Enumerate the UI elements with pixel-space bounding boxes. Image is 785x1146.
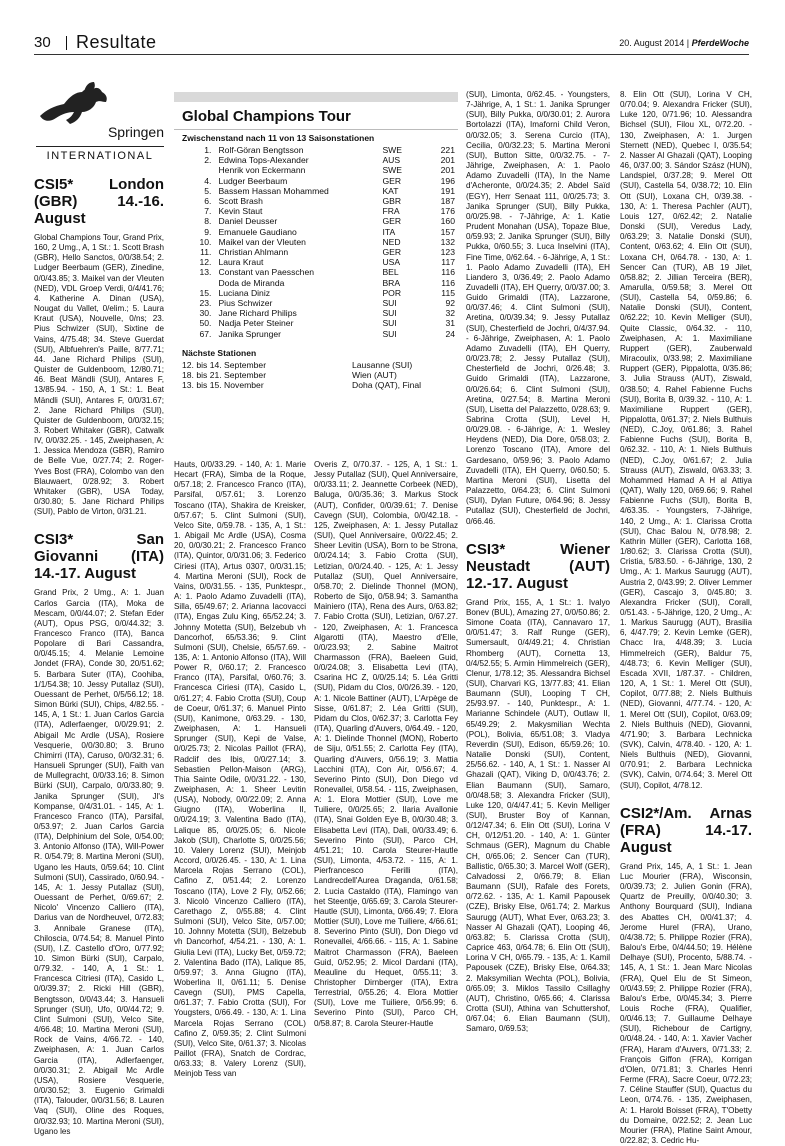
rider-name: Nadja Peter Steiner [218, 318, 294, 329]
results-wiener-neustadt: Grand Prix, 155, A, 1 St.: 1. Ivalyo Bonev (BUL), Amazing 27, 0/0/50.86; 2. Simone Coata (ITA), Cannavaro 17, 0/0/51.47; 3. Ralf Runge (GER), Sumersault, 0/4/49.21; 4. Christian Rhomberg (AUT), Cornetta 13, 0/4/52.55; 5. Armin Himmelreich (GER), Clenur, 1/78.12; 35. Alessandra Bichsel (SUI), Charvari KG, 13/77.83; 41. Elian Baumann (SUI), Looping T CH, 25/93.97. - 140, Punktespr., A: 1. Marianne Schindele (AUT), Outlaw II, 65/49.29; 2. Makysmilian Wechta (POL), Bolivia, 65/51.08; 3. Vladya Reverdin (SUI), Edison, 65/59.26; 10. Natalie Donski (SUI), Content, 25/56.62. - 140, A, 1 St.: 1. Nasser Al Ghazali (QAT), Viking D, 0/0/43.76; 2. Elian Baumann (SUI), Samaro, 0/0/48.58; 3. Alexandra Fricker (SUI), Luke 120, 0/4/47.41; 5. Kevin Melliger (SUI), Bruster Boy of Kannan, 0/12/47.34; 6. Elin Ott (SUI), Lorina V CH, 0/12/51.20. - 140, A: 1. Günter Schmaus (GER), Magnum du Chable CH, 0/65.06; 2. Sencer Can (TUR), Ballistic, 0/65.30; 3. Marcel Wolf (GER), Calvadossi 2, 0/66.79; 8. Elian Baumann (SUI), Rafale des Forets, 0/72.62. - 135, A: 1. Kamil Papousek (CZE), Brisky Else, 0/61.74; 2. Markus Saurugg (AUT), What Ever, 0/63.23; 3. Nasser Al Ghazali (QAT), Looping 46, 0/63.82; 5. Clarissa Crotta (SUI), Caprice 463, 0/64.78; 6. Elin Ott (SUI), Lorina V CH, 0/65.79. - 135, A: 1. Kamil Papousek (CZE), Brisky Else, 0/64.33; 2. Maksymilian Wechta (POL), Bolivia, 0/65.09; 3. Miklos Tassilo Csillaghy (AUT), Christino, 0/65.66; 4. Clarissa Crotta (SUI), Athina van Schuttershof, 0/67.04; 6. Elian Baumann (SUI), Samaro, 0/69.53; [466, 597, 610, 1034]
rank: 10. [199, 236, 212, 247]
station-place: Doha (QAT), Final [352, 380, 422, 391]
results-continued-4: (SUI), Limonta, 0/62.45. - Youngsters, 7-Jährige, A, 1 St.: 1. Janika Sprunger (SUI), Billy Pukka, 0/0/30.01; 2. Aurora Bortolazzi (ITA), Imaforni Child Veron, 0/0/32.05; 3. Serena Curcio (ITA), Cecilia, 0/0/32.23; 5. Martina Meroni (SUI), Button Sitte, 0/0/32.75. - 7-Jährige, Zweiphasen, A: 1. Paolo Adamo Zuvadelli (ITA), In the Name d'Acheronte, 0/0/24.35; 2. Abdel Saïd (EGY), Herr Senaat 111, 0/0/25.73; 3. Janika Sprunger (SUI), Billy Pukka, 0/0/25.98. - 7-Jährige, A: 1. Katie Prudent Monahan (USA), Topaze Blue, 0/59.93; 2. Janika Sprunger (SUI), Billy Pukka, 0/60.55; 3. Luca Inselvini (ITA), Fine Time, 0/62.64. - 6-Jährige, A, 1 St.: 1. Paolo Adamo Zuvadelli (ITA), EH Liandero 3, 0/36.49; 2. Paolo Adamo Zuvadelli (ITA), EH Querry, 0/0/37.00; 3. Guido Grimaldi (ITA), Lazzarone, 0/0/37.46; 4. Clint Sulmoni (SUI), Aretina, 0/0/39.34; 9. Jessy Putallaz (SUI), Chesterfield de Jochri, 0/4/37.94. - 6-Jährige, Zweiphasen, A: 1. Paolo Adamo Zuvadelli (ITA), EH Querry, 0/0/23.78; 2. Jessy Putallaz (SUI), Chesterfield de Jochri, 0/26.48; 3. Guido Grimaldi (ITA), Lazzarone, 0/0/26.64; 6. Clint Sulmoni (SUI), Aretina, 0/27.54; 8. Martina Meroni (SUI), Lisetta del Palazzetto, 0/28.63; 9. Sabrina Crotta (SUI), Level H, 0/0/29.08. - 6-Jährige, A: 1. Wesley Heydens (NED), Dia Dore, 0/58.03; 2. Lorenzo Toscano (ITA), Amore del Gardesano, 0/59.96; 3. Paolo Adamo Zuvadelli (ITA), EH Querry, 0/60.50; 5. Martina Meroni (SUI), Lisetta del Palazzetto, 0/64.23; 6. Clint Sulmoni (SUI), Dylan Future, 0/64.96; 8. Jessy Putallaz (SUI), Chesterfield de Jochri, 0/66.46. [466, 90, 610, 526]
rider-name: Henrik von Eckermann [218, 165, 306, 176]
gct-title: Global Champions Tour [174, 102, 458, 130]
rank: 13. [199, 267, 212, 278]
points: 116 [441, 267, 455, 278]
rider-name: Jane Richard Philips [218, 308, 297, 319]
nation: FRA [382, 206, 400, 217]
next-station-row [182, 360, 450, 370]
rank: 12. [199, 257, 212, 268]
standings-row [182, 145, 458, 155]
rank: 15. [199, 287, 212, 298]
points: 221 [440, 145, 455, 155]
station-dates: 13. bis 15. November [182, 380, 264, 391]
station-place: Lausanne (SUI) [352, 359, 413, 370]
heading-london: CSI5* London (GBR) 14.-16. August [34, 176, 164, 227]
standings-row [182, 165, 458, 175]
nation: NED [382, 236, 401, 247]
standings-row [182, 318, 458, 328]
gct-subtitle: Zwischenstand nach 11 von 13 Saisonstationen [182, 133, 375, 143]
rider-name: Doda de Miranda [218, 277, 285, 288]
nation: AUS [382, 155, 401, 166]
rank: 6. [204, 196, 212, 207]
nation: GER [382, 216, 402, 227]
points: 31 [445, 318, 455, 329]
points: 160 [440, 216, 455, 227]
rank: 5. [204, 185, 212, 196]
column-1 [34, 168, 165, 1136]
rank: 67. [199, 328, 212, 339]
station-place: Wien (AUT) [352, 370, 397, 381]
points: 157 [440, 226, 455, 237]
standings-row [182, 206, 458, 216]
logo-international: INTERNATIONAL [36, 146, 164, 162]
results-london: Global Champions Tour, Grand Prix, 160, 2 Umg., A, 1 St.: 1. Scott Brash (GBR), Hello Sanctos, 0/0/38.54; 2. Ludger Beerbaum (GER), Zinedine, 0/0/43.85; 3. Maikel van der Vleuten (NED), VDL Groep Verdi, 0/4/41.76; 4. Katherine A. Dinan (USA), Nougat du Vallet, 0/elim.; 5. Laura Kraut (USA), Nouvelle, 0/ns; 23. Pius Schwizer (SUI), Sixtine de Vains, 4/75.48; 34. Steve Guerdat (SUI), Albfuehren's Paille, 8/77.71; 44. Jane Richard Philips (SUI), Quister de Guldenboom, 12/80.71; 46. Beat Mändli (SUI), Antares F, 13/85.94. - 150, A, 1 St.: 1. Beat Mändli (SUI), Antares F, 0/0/31.67; 2. Jane Richard Philips (SUI), Quister de Guldenboom, 0/0/32.15; 3. Robert Whitaker (GBR), Catwalk IV, 0/0/32.25. - 145, Zweiphasen, A: 1. Jessica Mendoza (GBR), Ramiro de Belle Vue, 0/27.74; 2. Roger-Yves Bost (FRA), Colombo van den Blauwaert, 0/28.92; 3. Robert Whitaker (GBR), USA Today, 0/30.80; 5. Jane Richard Philips (SUI), Pablo de Virton, 0/31.21. [34, 233, 165, 517]
rider-name: Maikel van der Vleuten [218, 236, 306, 247]
standings-row [182, 196, 458, 206]
rider-name: Janika Sprunger [218, 328, 282, 339]
nation: SUI [382, 298, 397, 309]
rider-name: Pius Schwizer [218, 298, 273, 309]
standings-row [182, 329, 458, 339]
rider-name: Daniel Deusser [218, 216, 278, 227]
standings-row [182, 267, 458, 277]
nation: BEL [382, 267, 399, 278]
springen-logo [36, 80, 164, 160]
rider-name: Ludger Beerbaum [218, 175, 288, 186]
rider-name: Christian Ahlmann [218, 247, 289, 258]
nation: SWE [382, 165, 403, 176]
standings-row [182, 237, 458, 247]
results-continued-2: Hauts, 0/0/33.29. - 140, A: 1. Marie Hecart (FRA), Simba de la Roque, 0/57.18; 2. Francesco Franco (ITA), Parsifal, 0/57.61; 3. Lorenzo Toscano (ITA), Shakira de Kreisker, 0/57.67; 5. Clint Sulmoni (SUI), Velco Site, 0/59.78. - 135, A, 1 St.: 1. Abigail Mc Ardle (USA), Cosma 20, 0/0/30.21; 2. Francesco Franco (ITA), Quintor, 0/0/31.06; 3. Federico Ciriesi (ITA), Artus 0307, 0/0/31.15; 4. Martina Meroni (SUI), Rock de Vains, 0/0/31.55. - 135, Punktespr., A: 1. Paolo Adamo Zuvadelli (ITA), Silla, 65/49.67; 2. Arianna Iacovacci (ITA), Engas Zulu King, 65/52.24; 3. Johnny Motetta (SUI), Belzebub vh Dancorhof, 65/53.36; 9. Clint Sulmoni (SUI), Chelsie, 65/57.69. - 135, A: 1. Antonio Alfonso (ITA), Will Power R, 0/60.17; 2. Francesco Franco (ITA), Parsifal, 0/60.76; 3. Francesca Ciriesi (ITA), Casido L, 0/61.27; 4. Fabio Crotta (SUI), Coup de Coeur, 0/61.37; 6. Manuel Pinto (SUI), Kanimone, 0/63.29. - 130, Zweiphasen, A: 1. Hansueli Sprunger (SUI), Kepi de Valse, 0/0/25.73; 2. Nicolas Paillot (FRA), Radclif des Ibis, 0/0/27.14; 3. Sebastien Pellon-Maison (ARG), Thia Sainte Odile, 0/0/31.22. - 130, Zweiphasen, A: 1. Sheer Levitin (USA), Nobody, 0/0/22.09; 2. Anna Giugno (ITA), Woberlina II, 0/0/24.19; 3. Valentina Bado (ITA), Lalique 85, 0/0/25.05; 6. Nicole Jakob (SUI), Charlotte S, 0/0/25.56; 10. Valery Lorenz (SUI), Meinjob Accord, 0/0/26.45. - 130, A: 1. Lina Marcela Rojas Serrano (COL), Cafino Z, 0/51.44; 2. Lorenzo Toscano (ITA), Love 2 Fly, 0/52.66; 3. Nicolò Vincenzo Calliero (ITA), Carethago Z, 0/55.88; 4. Clint Sulmoni (SUI), Velco Site, 0/57.00; 10. Johnny Motetta (SUI), Belzebub vh Dancorhof, 4/54.21. - 130, A: 1. Giulia Levi (ITA), Lucky Bet, 0/59.72; 2. Valentina Bado (ITA), Lalique 85, 0/59.97; 3. Anna Giugno (ITA), Woberlina II, 0/61.11; 5. Denise Cavegn (SUI), PMS Capella, 0/61.37; 7. Fabio Crotta (SUI), For Yougsters, 0/66.49. - 130, A: 1. Lina Marcela Rojas Serrano (COL) Cafino Z, 0/59.35; 2. Clint Sulmoni (SUI), Velco Site, 0/61.37; 3. Nicolas Paillot (FRA), Snatch de Cordrac, 0/63.33; 8. Valery Lorenz (SUI), Meinjob Tess van [174, 460, 306, 1079]
points: 32 [445, 308, 455, 319]
rider-name: Bassem Hassan Mohammed [218, 185, 329, 196]
nation: GER [382, 247, 402, 258]
points: 92 [445, 298, 455, 309]
rider-name: Scott Brash [218, 196, 263, 207]
nation: SUI [382, 328, 397, 339]
next-stations-title: Nächste Stationen [182, 347, 257, 358]
heading-wiener-neustadt: CSI3* Wiener Neustadt (AUT) 12.-17. August [466, 540, 610, 592]
nation: GER [382, 175, 402, 186]
points: 115 [441, 287, 455, 298]
points: 132 [440, 236, 455, 247]
results-continued-3: Overis Z, 0/70.37. - 125, A, 1 St.: 1. Jessy Putallaz (SUI), Quel Anniversaire, 0/0/33.11; 2. Jeannette Corbeek (NED), Baluga, 0/0/35.36; 3. Markus Stock (AUT), Confider, 0/0/39.61; 7. Denise Cavegn (SUI), Colombia, 0/0/42.18. - 125, Zweiphasen, A: 1. Jessy Putallaz (SUI), Quel Anniversaire, 0/0/22.45; 2. Sheer Levitin (USA), Born to be Strona, 0/0/24.14; 3. Fabio Crotta (SUI), Letizian, 0/0/24.40. - 125, A: 1. Jessy Putallaz (SUI), Quel Anniversaire, 0/58.70; 2. Dielinde Thonnel (MON), Roberto de Sijo, 0/58.94; 3. Samantha Mainiero (ITA), Rena des Aurs, 0/63.82; 7. Fabio Crotta (SUI), Letizian, 0/67.27. - 120, Zweiphasen, A: 1. Francesca Algarotti (ITA), Maestro d'Elle, 0/0/23.93; 2. Sabine Maitrot Charmasson (FRA), Baeleen Guid, 0/0/24.08; 3. Elisabetta Levi (ITA), Csarina HC Z, 0/0/25.14; 5. Léa Gritti (SUI), Pidam du Clos, 0/0/26.39. - 120, A: 1. Nicole Battiner (AUT), L'Arpège de Sisse, 0/61.87; 2. Léa Gritti (SUI), Pidam du Clos, 0/62.37; 3. Carlotta Fey (ITA), Quarling d'Auvers, 0/64.49. - 120, A: 1. Dielinde Thonnel (MON), Roberto de Siju, 0/51.55; 2. Carlotta Fey (ITA), Quarling d'Auvers, 0/56.19; 3. Mattia Lacchini (ITA), Con Air, 0/56.67; 4. Severino Pinto (SUI), Don Diego vd Ronevallei, 0/58.54. - 115, Zweiphasen, A: 1. Elora Mottier (SUI), Love me Tuiliere, 0/0/25.65; 2. Ilaria Avallonie (ITA), Snai Golden Eye B, 0/0/30.48; 3. Elisabetta Levi (ITA), Dali, 0/0/33.49; 6. Severino Pinto (SUI), Parco CH, 4/51.21; 10. Carola Steurer-Hautle (SUI), Limonta, 4/53.72. - 115, A: 1. Pierfrancesco Ferilli (ITA), Landrecdell'Aurea Draganda, 0/61.58; 2. Lucia Castaldo (ITA), Flamingo van het Steentje, 0/65.69; 3. Carola Steurer-Hautle (SUI), Limonta, 0/66.49; 7. Elora Mottier (SUI), Love me Tuiliere, 4/66.61; 8. Severino Pinto (SUI), Don Diego vd Ronevallei, 4/66.66. - 115, A: 1. Sabine Maitrot Charmasson (FRA), Baeleen Guid, 0/52.95; 2. Micol Dardani (ITA), Meauline du Hequet, 0/55.11; 3. Christopher Dirnberger (ITA), Extra Terrestrial, 0/55.26; 4. Elora Mottier (SUI), Love me Tuiliere, 0/56.99; 6. Severino Pinto (SUI), Parco CH, 0/58.87; 8. Carola Steurer-Hautle [314, 460, 458, 1028]
issue-date: 20. August 2014 | PferdeWoche [619, 38, 749, 48]
next-stations-list [174, 360, 458, 391]
rider-name: Rolf-Göran Bengtsson [218, 145, 304, 155]
section-title: Resultate [76, 32, 157, 52]
column-4 [466, 90, 610, 1034]
nation: GBR [382, 196, 402, 207]
rank: 8. [204, 216, 212, 227]
column-3 [314, 460, 458, 1028]
points: 201 [440, 165, 455, 176]
points: 176 [440, 206, 455, 217]
standings-row [182, 176, 458, 186]
points: 24 [445, 328, 455, 339]
standings-table [182, 145, 458, 339]
station-dates: 18. bis 21. September [182, 370, 267, 381]
rank [182, 278, 215, 288]
nation: SUI [382, 318, 397, 329]
header-divider [66, 36, 67, 50]
rank [182, 165, 215, 175]
standings-row [182, 216, 458, 226]
horse-jumper-icon [36, 80, 116, 130]
nation: BRA [382, 277, 401, 288]
rank: 11. [200, 247, 212, 258]
rank: 23. [199, 298, 212, 309]
gct-standings-box [174, 92, 458, 454]
heading-arnas: CSI2*/Am. Arnas (FRA) 14.-17. August [620, 804, 752, 856]
nation: SWE [382, 145, 403, 155]
rank: 4. [204, 175, 212, 186]
heading-san-giovanni: CSI3* San Giovanni (ITA) 14.-17. August [34, 531, 164, 583]
rank: 7. [204, 206, 212, 217]
points: 123 [440, 247, 455, 258]
standings-row [182, 308, 458, 318]
brand-name: PferdeWoche [691, 38, 749, 48]
standings-row [182, 278, 458, 288]
rider-name: Luciana Diniz [218, 287, 271, 298]
station-dates: 12. bis 14. September [182, 359, 267, 370]
rank: 9. [204, 226, 212, 237]
results-continued-5: 8. Elin Ott (SUI), Lorina V CH, 0/70.04; 9. Alexandra Fricker (SUI), Luke 120, 0/71.96; 10. Alessandra Bichsel (SUI), Filou XL, 0/72.20. - 130, Zweiphasen, A: 1. Jurgen Sternett (NED), Quebec I, 0/35.54; 2. Nasser Al Ghazali (QAT), Looping 46, 0/37.00; 3. Sándor Szász (HUN), Landspiel, 0/37.28; 9. Merel Ott (SUI), Castella 54, 0/38.72; 10. Elin Ott (SUI), Loxana CH, 0/39.38. - 130, A: 1. Theresa Pachler (AUT), Louis 127, 0/62.42; 2. Natalie Donski (SUI), Veredus Lady, 0/63.29; 3. Natalie Donski (SUI), Content, 0/63.62; 4. Elin Ott (SUI), Loxana CH, 0/64.78. - 130, A: 1. Sencer Can (TUR), AB 19 Jilet, 0/58.82; 2. Jillian Terceira (BER), Amarulla, 0/59.58; 3. Merel Ott (SUI), Castella 54, 0/59.86; 6. Natalie Donski (SUI), Content, 0/62.22; 10. Kevin Melliger (SUI), Quite Classic, 0/64.32. - 110, Zweiphasen, A: 1. Maximiliane Ruppert (GER), Zauberwald Miracoulix, 0/33.98; 2. Maximiliane Ruppert (GER), Pippalotta, 0/35.86; 3. Julia Strauss (AUT), Ziswald, 0/38.50; 4. Rahel Fabienne Fuchs (SUI), Borita B, 0/39.32. - 110, A: 1. Maximiliane Ruppert (GER), Pippalotta, 0/61.37; 2. Niels Bulthuis (NED), C.Joy, 0/61.86; 3. Rahel Fabienne Fuchs (SUI), Borita B, 0/62.32. - 110, A: 1. Niels Bulthuis (NED), C.Joy, 0/61.67; 2. Julia Strauss (AUT), Ziswald, 0/63.33; 3. Mohammed Hamad A H al Attiya (QAT), Wally 120, 0/69.66; 9. Rahel Fabienne Fuchs (SUI), Borita B, 4/63.35. - Youngsters, 7-Jährige, 140, 2 Umg., A: 1. Clarissa Crotta (SUI), Chac Balou N, 0/78.98; 2. Kathrin Müller (GER), Carlotta 168, 1/80.62; 3. Clarissa Crotta (SUI), Cristia, 5/83.50. - 6-Jährige, 130, 2 Umg., A: 1. Markus Saurugg (AUT), Austria 2, 0/43.99; 2. Oliver Lemmer (GER), Cascajo 3, 0/45.80; 3. Alexandra Fricker (SUI), Corall, 0/51.43. - 5-Jährige, 120, 2 Umg., A: 1. Markus Saurugg (AUT), Brasilia 6, 4/47.79; 2. Kevin Lemke (GER), Chacc Ira, 4/48.39; 3. Lucia Himmelreich (GER), Baldur 75, 4/48.73; 6. Kevin Melliger (SUI), Escada XVII, 1/87.37. - Children, 120, A, 1 St.: 1. Merel Ott (SUI), Copilot, 0/77.88; 2. Niels Bulthuis (NED), Giovanni, 4/77.74. - 120, A: 1. Merel Ott (SUI), Copilot, 0/63.09; 2. Niels Bulthuis (NED), Giovanni, 4/71.90; 3. Barbara Lechnicka (SVK), Calvin, 4/78.40. - 120, A: 1. Niels Bulthuis (NED), Giovanni, 0/70.91; 2. Barbara Lechnicka (SVK), Calvin, 0/74.64; 3. Merel Ott (SUI), Copilot, 4/78.12. [620, 90, 752, 790]
box-top-bar [174, 92, 458, 102]
rider-name: Emanuele Gaudiano [218, 226, 297, 237]
logo-springen: Springen [107, 124, 164, 140]
rank: 30. [199, 308, 212, 319]
next-station-row [182, 370, 450, 380]
page-number: 30 [34, 34, 51, 51]
rank: 50. [199, 318, 212, 329]
results-arnas: Grand Prix, 145, A, 1 St.: 1. Jean Luc Mourier (FRA), Wisconsin, 0/0/39.73; 2. Julien Gonin (FRA), Quartz de Preuilly, 0/0/40.30; 3. Anthony Bourquard (SUI), Indiana des Abattes CH, 0/0/41.37; 4. Jerome Hurel (FRA), Urano, 0/4/38.72; 5. Philippe Rozier (FRA), Balou's Erbe, 0/4/44.50; 19. Hélène Delhaye (SUI), Procento, 5/88.74. - 145, A, 1 St.: 1. Jean Marc Nicolas (FRA), Quel Elu de St Simeon, 0/0/43.59; 2. Philippe Rozier (FRA), Balou's Erbe, 0/0/45.34; 3. Pierre Louis Roche (FRA), Qualifier, 0/0/46.13; 7. Guillaume Delhaye (SUI), Richebour de Cartigny, 0/0/48.24. - 140, A: 1. Xavier Vacher (FRA), Haram d'Auvers, 0/71.33; 2. François Giffon (FRA), Korrigan d'Olen, 0/71.81; 3. Charles Henri Ferme (FRA), Sacre Coeur, 0/72.23; 7. Céline Stauffer (SUI), Quactus du Leon, 0/74.76. - 135, Zweiphasen, A: 1. Harold Boisset (FRA), T'Obetty du Domaine, 0/22.52; 2. Jean Luc Mourier (FRA), Platine Saint Amour, 0/22.82; 3. Cedric Hu- [620, 861, 752, 1145]
rank: 2. [204, 155, 212, 166]
results-san-giovanni: Grand Prix, 2 Umg., A: 1. Juan Carlos Garcia (ITA), Moka de Mescam, 0/0/44.07; 2. Stefan Eder (AUT), Opus PSG, 0/0/44.32; 3. Francesco Franco (ITA), Banca Popolare di Bari Cassandra, 0/0/45.15; 4. Melanie Lemoine Jondet (FRA), Conde 30, 20/51.62; 5. Barbara Suter (ITA), Coohiba, 1/1/54.38; 10. Jessy Putallaz (SUI), Ouessant de Perhet, 0/5/56.12; 18. Simon Bürki (SUI), Chips, 4/82.55. - 145, A, 1 St.: 1. Juan Carlos Garcia (ITA), Adlerfaenger, 0/0/29.91; 2. Abigail Mc Ardle (USA), Rosiere Vesquerie, 0/0/30.80; 3. Bruno Chimirri (ITA), Caruso, 0/0/32.31; 6. Hansueli Sprunger (SUI), Faith van de Mullegracht, 0/0/33.16; 8. Simon Bürki (SUI), Carpalo, 0/0/33.80; 9. Janika Sprunger (SUI), Jl's Kompanse, 0/4/31.01. - 145, A: 1. Francesco Franco (ITA), Parsifal, 0/53.97; 2. Juan Carlos Garcia (ITA), Delphinium del Sole, 0/54.00; 3. Antonio Alfonso (ITA), Will-Power R. 0/54.79; 8. Martina Meroni (SUI), Ugano les Hauts, 0/59.64; 10. Clint Sulmoni (SUI), Cassirado, 0/60.94. - 145, A: 1. Jessy Putallaz (SUI), Ouessant de Perhet, 0/69.67; 2. Nicolo' Vincenzo Calliero (ITA), Darius van de Nordheuvel, 0/72.83; 3. Annibale Granese (ITA), Chiloscia, 0/74.54; 8. Manuel Pinto (SUI), I.Z. Castello d'Oro, 0/77.92; 10. Simon Bürki (SUI), Carpalo, 0/79.32. - 140, A, 1 St.: 1. Francesca Citriesi (ITA), Casido L, 0/0/39.37; 2. Ricki Hill (GBR), Bengtsson, 0/0/43.44; 3. Hansueli Sprunger (SUI), Ufo, 0/0/44.72; 9. Clint Sulmoni (SUI), Velco Site, 4/66.48; 10. Martina Meroni (SUI), Rock de Vains, 4/66.72. - 140, Zweiphasen, A: 1. Juan Carlos Garcia (ITA), Adlerfaenger, 0/0/30.31; 2. Abigail Mc Ardle (USA), Rosiere Vesquerie, 0/0/30.52; 3. Eugenio Grimaldi (ITA), Talouder, 0/0/31.56; 8. Lauren Vaq (SUI), Oline des Roques, 0/0/32.93; 10. Martina Meroni (SUI), Ugano les [34, 588, 165, 1136]
points: 191 [440, 185, 455, 196]
standings-row [182, 227, 458, 237]
rider-name: Laura Kraut [218, 257, 264, 268]
column-2 [174, 460, 306, 1079]
rider-name: Constant van Paesschen [218, 267, 314, 278]
points: 116 [441, 277, 455, 288]
points: 196 [440, 175, 455, 186]
standings-row [182, 298, 458, 308]
standings-row [182, 288, 458, 298]
standings-row [182, 257, 458, 267]
points: 201 [440, 155, 455, 166]
standings-row [182, 247, 458, 257]
nation: POR [382, 287, 402, 298]
nation: KAT [382, 185, 399, 196]
rider-name: Kevin Staut [218, 206, 263, 217]
points: 117 [441, 257, 455, 268]
standings-row [182, 155, 458, 165]
nation: USA [382, 257, 401, 268]
column-5 [620, 90, 752, 1145]
nation: SUI [382, 308, 397, 319]
standings-row [182, 186, 458, 196]
page-header [34, 34, 749, 55]
points: 187 [440, 196, 455, 207]
rider-name: Edwina Tops-Alexander [218, 155, 309, 166]
nation: ITA [382, 226, 396, 237]
next-station-row [182, 380, 450, 390]
rank: 1. [204, 145, 212, 155]
